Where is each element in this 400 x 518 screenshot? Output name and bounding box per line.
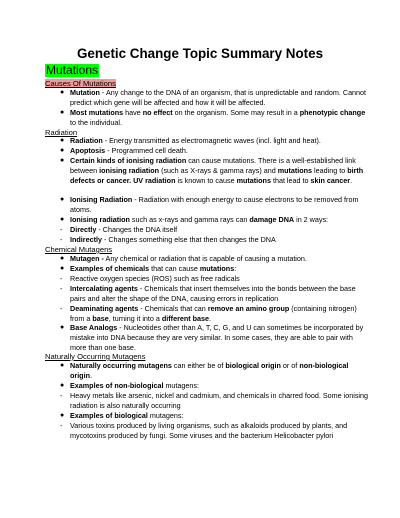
bullet: ●: [60, 157, 65, 164]
list-item: Naturally occurring mutagens can either be of biological origin or of non-biological origin.: [70, 361, 349, 380]
list-item: Intercalating agents - Chemicals that insert themselves into the bonds between the base pairs and alter the shape of the DNA, causing errors in replication: [70, 284, 356, 303]
list-item: Directly - Changes the DNA itself: [70, 225, 178, 234]
subheading-causes: Causes Of Mutations: [45, 79, 116, 88]
bullet: ●: [60, 196, 65, 203]
subheading-chemical: Chemical Mutagens: [45, 245, 113, 254]
dash: -: [60, 304, 63, 313]
dash: -: [60, 235, 63, 244]
list-item: Indirectly - Changes something else that then changes the DNA: [70, 235, 276, 244]
dash: -: [60, 391, 63, 400]
dash: -: [60, 274, 63, 283]
page-title: Genetic Change Topic Summary Notes: [76, 46, 324, 61]
subheading-natural: Naturally Occurring Mutagens: [45, 352, 146, 361]
list-item: Reactive oxygen species (ROS) such as free radicals: [70, 274, 240, 283]
dash: -: [60, 284, 63, 293]
list-item: Heavy metals like arsenic, nickel and cadmium, and chemicals in charred food. Some ionising radiation is also naturally occurring: [70, 391, 369, 410]
list-item: Various toxins produced by living organisms, such as alkaloids produced by plants, and mycotoxins produced by fungi. Some viruses and the bacterium Helicobacter pylori: [70, 421, 348, 440]
list-item: Radiation - Energy transmitted as electromagnetic waves (incl. light and heat).: [70, 136, 321, 145]
list-item: Apoptosis - Programmed cell death.: [70, 146, 188, 155]
list-item: Base Analogs - Nucleotides other than A, T, C, G, and U can sometimes be incorporated by mistake into DNA because they are very similar. In some cases, they are able to pair with more than one base.: [70, 323, 364, 352]
list-item: Mutation - Any change to the DNA of an organism, that is unpredictable and random. Cannot predict which gene will be affected and how it will be affected.: [70, 88, 367, 107]
section-heading-mutations: Mutations: [46, 63, 99, 77]
bullet: ●: [60, 147, 65, 154]
bullet: ●: [60, 89, 65, 96]
list-item: Ionising Radiation - Radiation with enough energy to cause electrons to be removed from atoms.: [70, 195, 359, 214]
list-item: Examples of chemicals that can cause mutations:: [70, 264, 237, 273]
bullet: ●: [60, 137, 65, 144]
bullet: ●: [60, 265, 65, 272]
list-item: Mutagen - Any chemical or radiation that is capable of causing a mutation.: [70, 254, 307, 263]
bullet: ●: [60, 216, 65, 223]
dash: -: [60, 421, 63, 430]
list-item: Examples of biological mutagens:: [70, 411, 184, 420]
bullet: ●: [60, 109, 65, 116]
list-item: Deaminating agents - Chemicals that can remove an amino group (containing nitrogen) from a base, turning it into a different base.: [70, 304, 357, 323]
dash: -: [60, 225, 63, 234]
bullet: ●: [60, 255, 65, 262]
bullet: ●: [60, 412, 65, 419]
bullet: ●: [60, 324, 65, 331]
bullet: ●: [60, 362, 65, 369]
bullet: ●: [60, 382, 65, 389]
subheading-radiation: Radiation: [45, 128, 78, 137]
list-item: Ionising radiation such as x-rays and gamma rays can damage DNA in 2 ways:: [70, 215, 329, 224]
list-item: Certain kinds of ionising radiation can cause mutations. There is a well-established link between ionising radiation (such as X-rays & gamma rays) and mutations leading to birth defects or cancer. UV radiation is known to cause mutations that lead to skin cancer.: [70, 156, 364, 185]
list-item: Most mutations have no effect on the organism. Some may result in a phenotypic change to the individual.: [70, 108, 366, 127]
list-item: Examples of non-biological mutagens:: [70, 381, 200, 390]
